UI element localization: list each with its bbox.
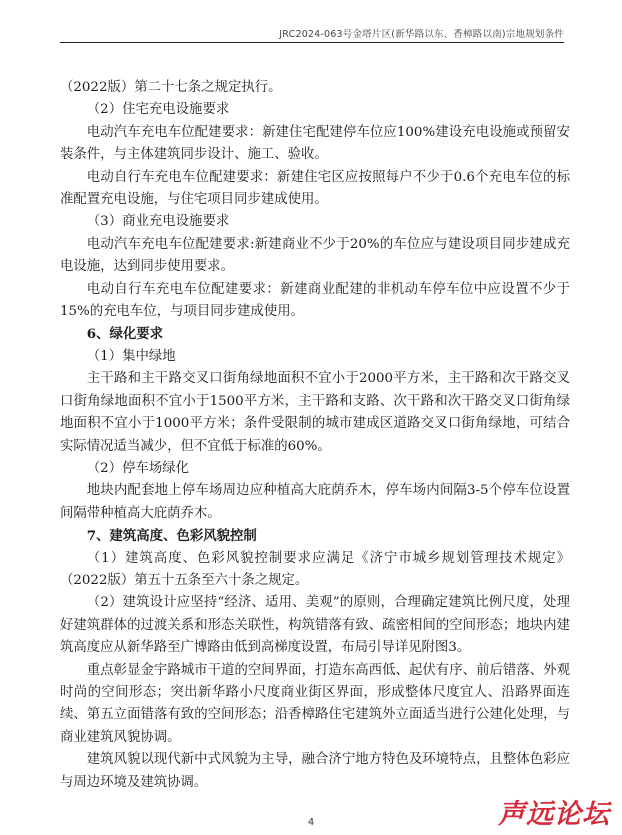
document-body [60, 77, 570, 794]
paragraph: 重点彰显金宇路城市干道的空间界面，打造东高西低、起伏有序、前后错落、外观时尚的空间形态；突出新华路小尺度商业街区界面，形成整体尺度宜人、沿路界面连续、第五立面错落有致的空间形态；沿香樟路住宅建筑外立面适当进行公建化处理，与商业建筑风貌协调。 [60, 662, 570, 745]
paragraph: （1）建筑高度、色彩风貌控制要求应满足《济宁市城乡规划管理技术规定》（2022版）第五十五条至六十条之规定。 [60, 550, 570, 588]
paragraph: （3）商业充电设施要求 [86, 214, 230, 230]
watermark-logo: 声远论坛 [498, 799, 610, 830]
paragraph: （2）停车场绿化 [86, 460, 190, 476]
paragraph: （2）建筑设计应坚持“经济、适用、美观”的原则，合理确定建筑比例尺度，处理好建筑群体的过渡关系和形态关联性，构筑错落有致、疏密相间的空间形态；地块内建筑高度应从新华路至广博路由低到高梯度设置，布局引导详见附图3。 [60, 595, 570, 656]
paragraph: （2022版）第二十七条之规定执行。 [60, 80, 282, 95]
paragraph: 主干路和主干路交叉口街角绿地面积不宜小于2000平方米，主干路和次干路交叉口街角绿地面积不宜小于1500平方米，主干路和支路、次干路和次干路交叉口街角绿地面积不宜小于1000平方米；条件受限制的城市建成区道路交叉口街角绿地，可结合实际情况适当减少，但不宜低于标准的60%。 [60, 371, 570, 454]
page-header: JRC2024-063号金塔片区(新华路以东、香樟路以南)宗地规划条件 [279, 29, 564, 40]
paragraph: （2）住宅充电设施要求 [86, 102, 230, 118]
paragraph: 电动汽车充电车位配建要求:新建商业不少于20%的车位应与建设项目同步建成充电设施，达到同步使用要求。 [60, 236, 570, 275]
page-number: 4 [307, 817, 315, 828]
header-divider [60, 42, 564, 43]
paragraph: 地块内配套地上停车场周边应种植高大庇荫乔木，停车场内间隔3-5个停车位设置间隔带种植高大庇荫乔木。 [60, 483, 570, 521]
paragraph: 建筑风貌以现代新中式风貌为主导，融合济宁地方特色及环境特点，且整体色彩应与周边环境及建筑协调。 [60, 752, 570, 790]
section-heading: 6、绿化要求 [86, 326, 164, 343]
paragraph: （1）集中绿地 [86, 348, 176, 364]
paragraph: 电动汽车充电车位配建要求：新建住宅配建停车位应100%建设充电设施或预留安装条件，与主体建筑同步设计、施工、验收。 [60, 124, 570, 163]
section-heading: 7、建筑高度、色彩风貌控制 [86, 528, 257, 545]
paragraph: 电动自行车充电车位配建要求：新建商业配建的非机动车停车位中应设置不少于15%的充电车位，与项目同步建成使用。 [60, 281, 570, 320]
paragraph: 电动自行车充电车位配建要求：新建住宅区应按照每户不少于0.6个充电车位的标准配置充电设施，与住宅项目同步建成使用。 [60, 169, 570, 208]
